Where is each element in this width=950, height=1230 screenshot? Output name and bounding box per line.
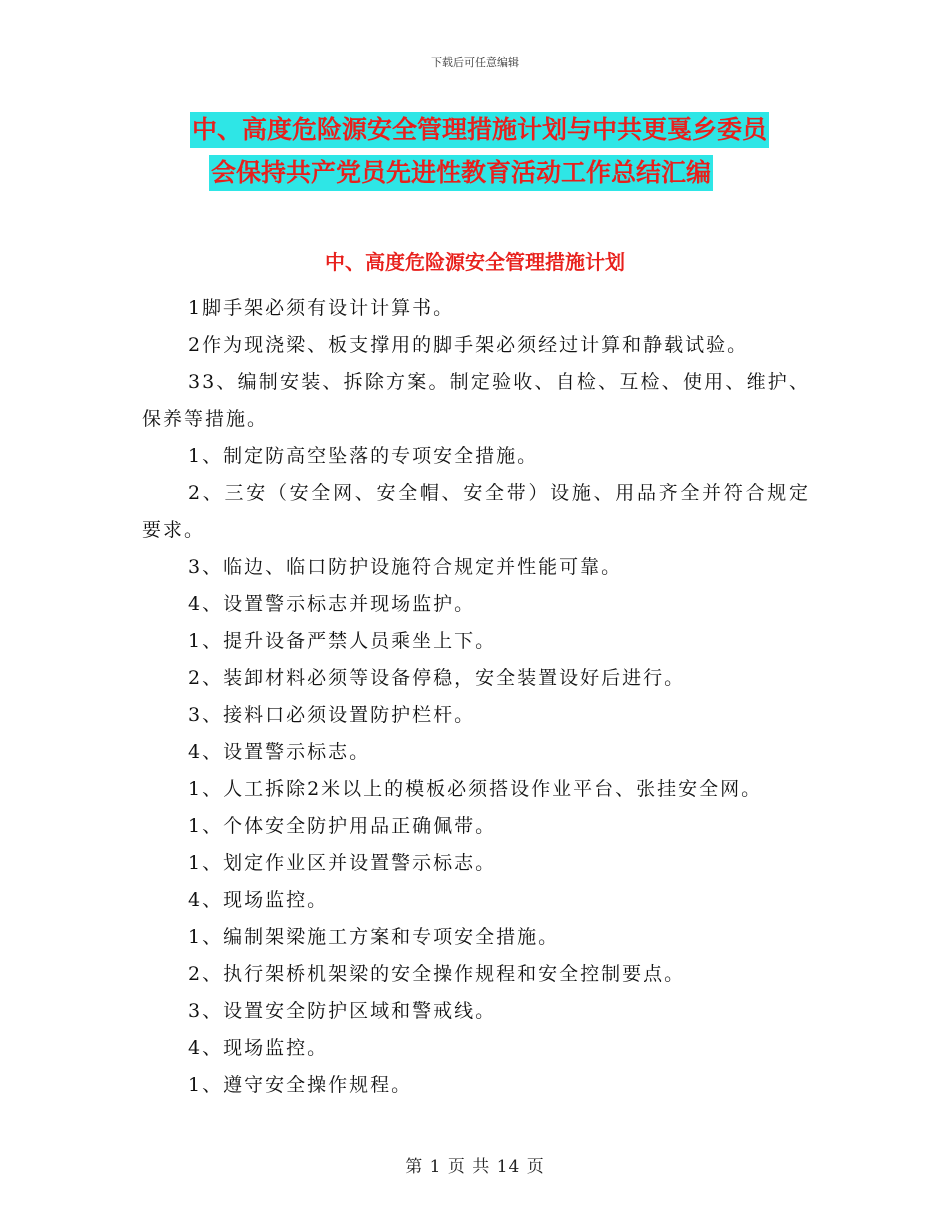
paragraph: 1脚手架必须有设计计算书。 bbox=[188, 297, 455, 319]
paragraph: 3、设置安全防护区域和警戒线。 bbox=[188, 1000, 497, 1022]
document-title-line-1: 中、高度危险源安全管理措施计划与中共更戛乡委员 bbox=[190, 112, 769, 148]
paragraph: 2、三安（安全网、安全帽、安全带）设施、用品齐全并符合规定要求。 bbox=[142, 482, 810, 541]
document-body bbox=[142, 290, 810, 1104]
paragraph: 4、设置警示标志。 bbox=[188, 741, 371, 763]
document-title-line-2: 会保持共产党员先进性教育活动工作总结汇编 bbox=[209, 155, 713, 191]
paragraph: 2作为现浇梁、板支撑用的脚手架必须经过计算和静载试验。 bbox=[188, 334, 749, 356]
paragraph: 1、遵守安全操作规程。 bbox=[188, 1074, 413, 1096]
paragraph: 1、编制架梁施工方案和专项安全措施。 bbox=[188, 926, 560, 948]
paragraph: 3、临边、临口防护设施符合规定并性能可靠。 bbox=[188, 556, 623, 578]
paragraph: 4、现场监控。 bbox=[188, 889, 329, 911]
paragraph: 1、个体安全防护用品正确佩带。 bbox=[188, 815, 497, 837]
paragraph: 1、制定防高空坠落的专项安全措施。 bbox=[188, 445, 539, 467]
page-footer: 第 1 页 共 14 页 bbox=[405, 1157, 545, 1177]
header-note: 下载后可任意编辑 bbox=[431, 56, 519, 69]
paragraph: 4、设置警示标志并现场监护。 bbox=[188, 593, 476, 615]
paragraph: 33、编制安装、拆除方案。制定验收、自检、互检、使用、维护、保养等措施。 bbox=[142, 371, 810, 430]
paragraph: 2、执行架桥机架梁的安全操作规程和安全控制要点。 bbox=[188, 963, 686, 985]
paragraph: 1、人工拆除2米以上的模板必须搭设作业平台、张挂安全网。 bbox=[188, 778, 763, 800]
paragraph: 1、提升设备严禁人员乘坐上下。 bbox=[188, 630, 497, 652]
paragraph: 4、现场监控。 bbox=[188, 1037, 329, 1059]
paragraph: 2、装卸材料必须等设备停稳，安全装置设好后进行。 bbox=[188, 667, 686, 689]
section-heading: 中、高度危险源安全管理措施计划 bbox=[325, 250, 625, 274]
paragraph: 1、划定作业区并设置警示标志。 bbox=[188, 852, 497, 874]
paragraph: 3、接料口必须设置防护栏杆。 bbox=[188, 704, 476, 726]
